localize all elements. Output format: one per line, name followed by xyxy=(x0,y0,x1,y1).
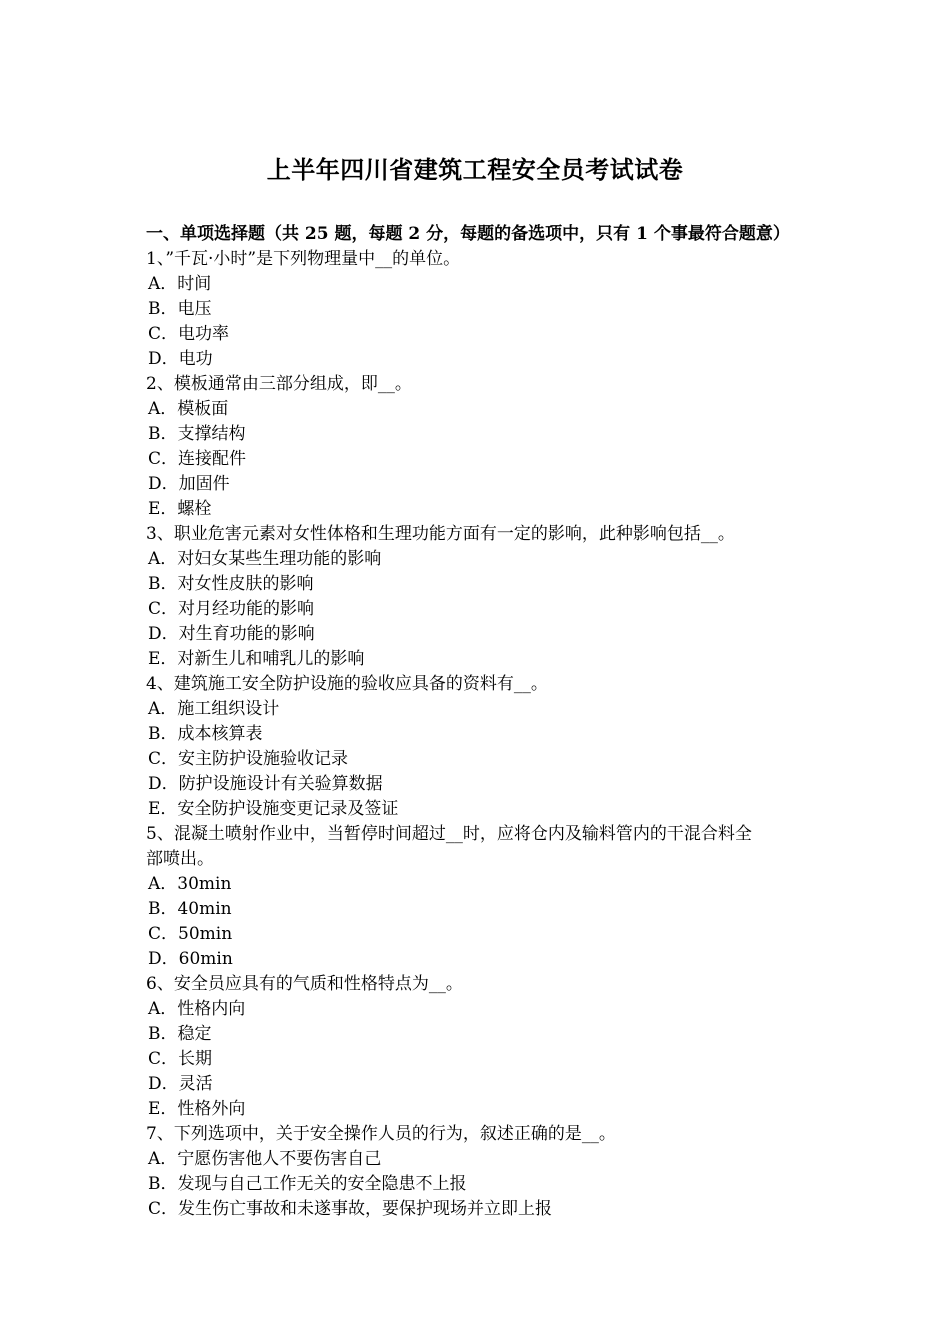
question-7 xyxy=(146,1122,826,1222)
option-c: C．对月经功能的影响 xyxy=(148,599,315,619)
option-b: B．对女性皮肤的影响 xyxy=(148,574,314,594)
question-text: 1、”千瓦·小时”是下列物理量中__的单位。 xyxy=(146,249,461,269)
option-d: D．防护设施设计有关验算数据 xyxy=(148,774,383,794)
option-b: B．发现与自己工作无关的安全隐患不上报 xyxy=(148,1174,467,1194)
option-e: E．螺栓 xyxy=(148,499,212,519)
question-list xyxy=(146,222,826,1222)
option-a: A．性格内向 xyxy=(148,999,246,1019)
option-a: A．施工组织设计 xyxy=(148,699,280,719)
question-3 xyxy=(146,522,826,672)
option-b: B．电压 xyxy=(148,299,212,319)
question-text: 5、混凝土喷射作业中，当暂停时间超过__时，应将仓内及输料管内的干混合料全 xyxy=(146,824,752,844)
option-c: C．安主防护设施验收记录 xyxy=(148,749,349,769)
question-1 xyxy=(146,247,826,372)
option-e: E．对新生儿和哺乳儿的影响 xyxy=(148,649,365,669)
question-text: 2、模板通常由三部分组成，即__。 xyxy=(146,374,412,394)
option-e: E．性格外向 xyxy=(148,1099,246,1119)
option-a: A．模板面 xyxy=(148,399,229,419)
section-header: 一、单项选择题（共 25 题，每题 2 分，每题的备选项中，只有 1 个事最符合题意） xyxy=(146,224,790,244)
question-6 xyxy=(146,972,826,1122)
option-a: A．宁愿伤害他人不要伤害自己 xyxy=(148,1149,382,1169)
option-a: A．30min xyxy=(148,874,232,894)
option-c: C．50min xyxy=(148,924,233,944)
question-text: 6、安全员应具有的气质和性格特点为__。 xyxy=(146,974,463,994)
option-d: D．电功 xyxy=(148,349,213,369)
option-e: E．安全防护设施变更记录及签证 xyxy=(148,799,399,819)
question-4 xyxy=(146,672,826,822)
option-a: A．时间 xyxy=(148,274,212,294)
option-c: C．电功率 xyxy=(148,324,230,344)
option-d: D．60min xyxy=(148,949,233,969)
option-b: B．成本核算表 xyxy=(148,724,263,744)
question-5 xyxy=(146,822,826,972)
option-d: D．加固件 xyxy=(148,474,230,494)
option-b: B．40min xyxy=(148,899,232,919)
option-b: B．稳定 xyxy=(148,1024,212,1044)
option-d: D．对生育功能的影响 xyxy=(148,624,315,644)
option-a: A．对妇女某些生理功能的影响 xyxy=(148,549,382,569)
question-text: 4、建筑施工安全防护设施的验收应具备的资料有__。 xyxy=(146,674,548,694)
option-c: C．连接配件 xyxy=(148,449,247,469)
document-title: 上半年四川省建筑工程安全员考试试卷 xyxy=(266,155,684,184)
option-d: D．灵活 xyxy=(148,1074,213,1094)
question-text: 7、下列选项中，关于安全操作人员的行为，叙述正确的是__。 xyxy=(146,1124,616,1144)
question-2 xyxy=(146,372,826,522)
question-text: 3、职业危害元素对女性体格和生理功能方面有一定的影响，此种影响包括__。 xyxy=(146,524,735,544)
option-c: C．发生伤亡事故和未遂事故，要保护现场并立即上报 xyxy=(148,1199,553,1219)
option-b: B．支撑结构 xyxy=(148,424,246,444)
option-c: C．长期 xyxy=(148,1049,213,1069)
question-text-continued: 部喷出。 xyxy=(146,849,214,869)
